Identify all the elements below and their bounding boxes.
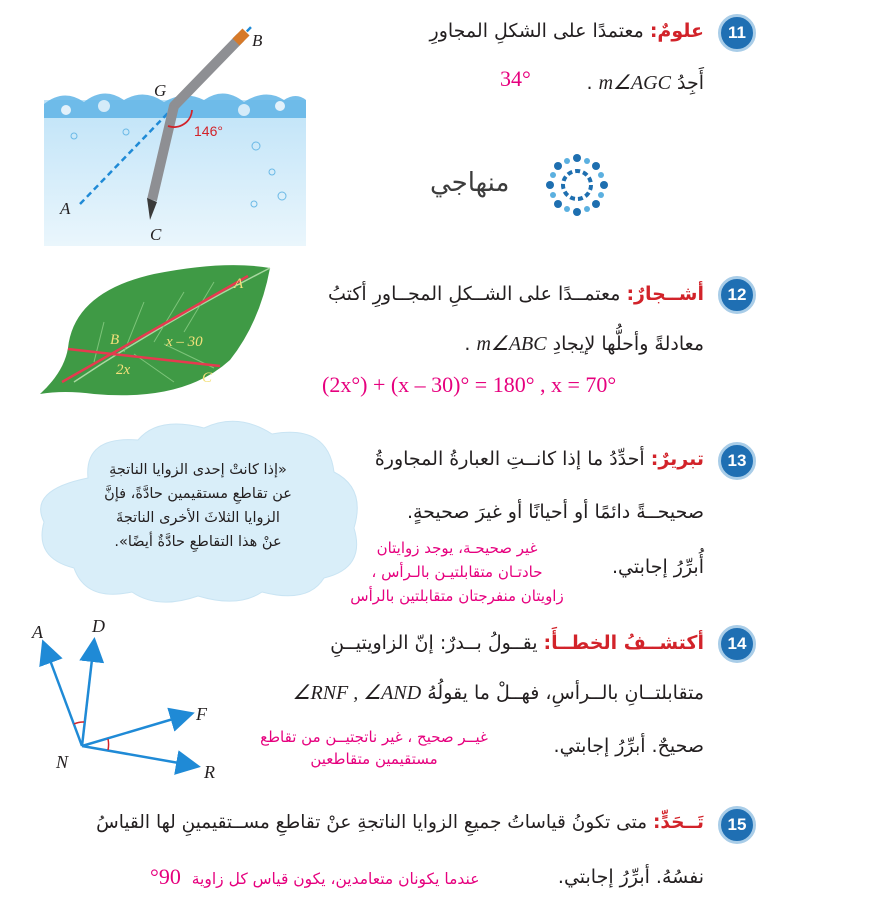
q13-keyword: تبريرٌ: — [650, 448, 704, 470]
ray-nd — [82, 642, 94, 746]
label-n: N — [56, 752, 69, 772]
q13-statement-line2: صحيحــةً دائمًا أو أحيانًا أو غيرَ صحيحةٍ. — [406, 501, 704, 523]
q12-statement-line2 — [464, 331, 704, 356]
q12-leaf-figure — [34, 262, 274, 410]
cloud-line2: عن تقاطعِ مستقيمين حادَّةً، فإنَّ — [104, 486, 292, 502]
q11-keyword: علومٌ: — [649, 20, 704, 42]
q11-line2-math: m∠AGC — [598, 72, 671, 94]
q14-line1: يقــولُ بــدرٌ: إنّ الزاويتيــنِ — [330, 632, 538, 654]
ray-nf — [82, 714, 190, 746]
label-a: A — [234, 276, 244, 292]
logo — [430, 150, 620, 220]
q12-line2-math: m∠ABC — [476, 333, 547, 355]
q11-line2-dot: . — [586, 72, 593, 94]
q12-statement-line1 — [328, 283, 704, 305]
q15-line1: متى تكونُ قياساتُ جميعِ الزوايا الناتجةِ عنْ تقاطعِ مســتقيمينِ لها القياسُ — [96, 812, 648, 833]
q11-answer: 34° — [500, 66, 531, 91]
q14-statement-line2 — [293, 680, 704, 705]
label-b: B — [110, 332, 120, 348]
q11-line2-text: أَجِدُ — [677, 72, 704, 94]
angle-label: 146° — [194, 123, 223, 139]
logo-text: منهاجي — [430, 168, 510, 198]
question-number-11: 11 — [718, 14, 756, 52]
q13-answer-line3: زاويتان منفرجتان متقابلتين بالرأس — [350, 587, 564, 605]
cloud-line3: الزوايا الثلاثَ الأخرى الناتجةَ — [116, 510, 280, 526]
q11-statement-line1 — [430, 20, 704, 42]
q14-statement-line1 — [330, 632, 704, 654]
question-number-13: 13 — [718, 442, 756, 480]
q14-answer-line2: مستقيمين متقاطعين — [310, 750, 438, 768]
question-number-12: 12 — [718, 276, 756, 314]
q13-line1: أحدِّدُ ما إذا كانــتِ العبارةُ المجاورةُ — [374, 448, 645, 470]
q14-line2-text: متقابلتــانِ بالــرأسِ، فهــلْ ما يقولُهُ — [427, 682, 704, 704]
q14-line2-math: ∠RNF , ∠AND — [292, 682, 422, 704]
label-d: D — [92, 616, 105, 636]
q15-answer-text: عندما يكونان متعامدين، يكون قياس كل زاوية — [191, 870, 480, 888]
q14-answer — [224, 726, 524, 770]
question-number-15: 15 — [718, 806, 756, 844]
cloud-line1: «إذا كانتْ إحدى الزوايا الناتجةِ — [109, 462, 287, 478]
label-g: G — [154, 81, 167, 100]
q15-statement-line2: نفسُهُ. أبرِّرُ إجابتي. — [557, 866, 704, 888]
q12-line1: معتمــدًا على الشــكلِ المجــاورِ أكتبُ — [327, 283, 621, 305]
q11-line1: معتمدًا على الشكلِ المجاورِ — [429, 20, 644, 42]
ray-na — [44, 644, 82, 746]
expr-x-minus-30: x – 30 — [166, 334, 203, 350]
q11-statement-line2 — [586, 70, 704, 95]
q15-answer — [150, 864, 479, 890]
ray-nr — [82, 746, 196, 766]
q14-keyword: أكتشــفُ الخطــأَ: — [543, 632, 704, 654]
q11-water-pencil-figure — [44, 26, 306, 246]
q15-statement-line1 — [96, 812, 704, 833]
cloud-line4: عنْ هذا التقاطعِ حادَّةٌ أيضًا». — [114, 534, 282, 550]
label-r: R — [204, 762, 215, 782]
label-a: A — [32, 622, 43, 642]
q13-statement-line3: أُبرِّرُ إجابتي. — [612, 556, 704, 578]
q14-statement-line3: صحيحٌ. أبرِّرُ إجابتي. — [553, 735, 704, 757]
q13-answer-line1: غير صحيحـة، يوجد زوايتان — [376, 539, 538, 557]
q14-answer-line1: غيــر صحيح ، غير ناتجتيــن من تقاطع — [260, 728, 488, 746]
q15-answer-value: 90° — [150, 864, 181, 889]
label-c: C — [202, 370, 213, 386]
cloud-text — [56, 458, 340, 554]
q15-keyword: تَــحَدٍّ: — [652, 812, 704, 833]
label-b: B — [252, 31, 263, 50]
q13-statement-line1 — [375, 448, 704, 470]
label-c: C — [150, 225, 162, 244]
q12-keyword: أشــجارٌ: — [626, 283, 704, 305]
label-f: F — [196, 704, 207, 724]
q14-angles-figure — [26, 614, 226, 784]
question-number-14: 14 — [718, 625, 756, 663]
q13-answer-line2: حادتـان متقابلتيـن بالـرأس ، — [371, 563, 543, 581]
q12-line2-text: معادلةً وأحلُّها لإيجادِ — [552, 333, 704, 355]
logo-icon — [542, 150, 612, 220]
q12-line2-dot: . — [464, 333, 471, 355]
label-a: A — [60, 199, 71, 218]
expr-2x: 2x — [116, 362, 131, 378]
q12-answer: (2x°) + (x – 30)° = 180° , x = 70° — [322, 372, 617, 397]
